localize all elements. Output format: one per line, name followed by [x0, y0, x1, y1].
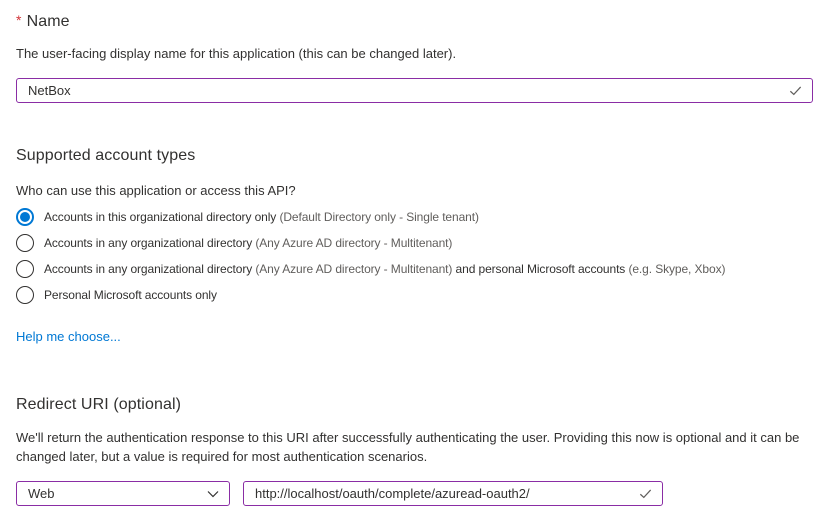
- help-me-choose-link[interactable]: Help me choose...: [16, 329, 121, 344]
- account-type-label-main: Accounts in this organizational directory only: [44, 210, 280, 224]
- account-type-label: [44, 262, 725, 276]
- account-type-options: [16, 204, 813, 308]
- required-asterisk: *: [16, 12, 22, 28]
- check-icon: [788, 83, 803, 98]
- platform-select-value: Web: [28, 486, 55, 501]
- name-input[interactable]: [16, 78, 813, 103]
- account-type-label-detail: (Any Azure AD directory - Multitenant): [255, 236, 453, 250]
- account-type-label-main: and personal Microsoft accounts: [452, 262, 629, 276]
- name-description: The user-facing display name for this application (this can be changed later).: [16, 46, 457, 61]
- account-type-label: [44, 236, 452, 250]
- name-section-title-text: Name: [26, 13, 70, 30]
- platform-select[interactable]: [16, 481, 230, 506]
- account-type-option[interactable]: [16, 256, 813, 282]
- redirect-uri-title: Redirect URI (optional): [16, 396, 182, 413]
- account-type-label: [44, 288, 217, 302]
- redirect-uri-controls: [16, 481, 813, 506]
- redirect-uri-input-value: http://localhost/oauth/complete/azuread-oauth2/: [255, 486, 530, 501]
- account-type-label-detail: (Default Directory only - Single tenant): [279, 210, 479, 224]
- radio-button[interactable]: [16, 286, 34, 304]
- name-input-value: NetBox: [28, 83, 71, 98]
- radio-button[interactable]: [16, 234, 34, 252]
- name-section-title: [16, 11, 813, 32]
- supported-account-types-section: [16, 145, 813, 346]
- radio-button[interactable]: [16, 260, 34, 278]
- account-type-label-detail: (e.g. Skype, Xbox): [628, 262, 726, 276]
- redirect-uri-input[interactable]: [243, 481, 663, 506]
- account-types-question: Who can use this application or access this API?: [16, 183, 296, 198]
- account-type-label-detail: (Any Azure AD directory - Multitenant): [255, 262, 453, 276]
- chevron-down-icon: [206, 487, 220, 501]
- radio-button[interactable]: [16, 208, 34, 226]
- account-types-title: Supported account types: [16, 147, 196, 164]
- redirect-uri-description: We'll return the authentication response to this URI after successfully authenticating the user. Providing this now is optional and it can be changed later, but a value is required for most authentication scenarios.: [16, 430, 800, 464]
- account-type-label-main: Accounts in any organizational directory: [44, 236, 256, 250]
- account-type-label-main: Accounts in any organizational directory: [44, 262, 256, 276]
- check-icon: [638, 486, 653, 501]
- account-type-option[interactable]: [16, 230, 813, 256]
- redirect-uri-section: [16, 394, 813, 506]
- account-type-option[interactable]: [16, 282, 813, 308]
- account-type-label-main: Personal Microsoft accounts only: [44, 288, 217, 302]
- account-type-option[interactable]: [16, 204, 813, 230]
- account-type-label: [44, 210, 479, 224]
